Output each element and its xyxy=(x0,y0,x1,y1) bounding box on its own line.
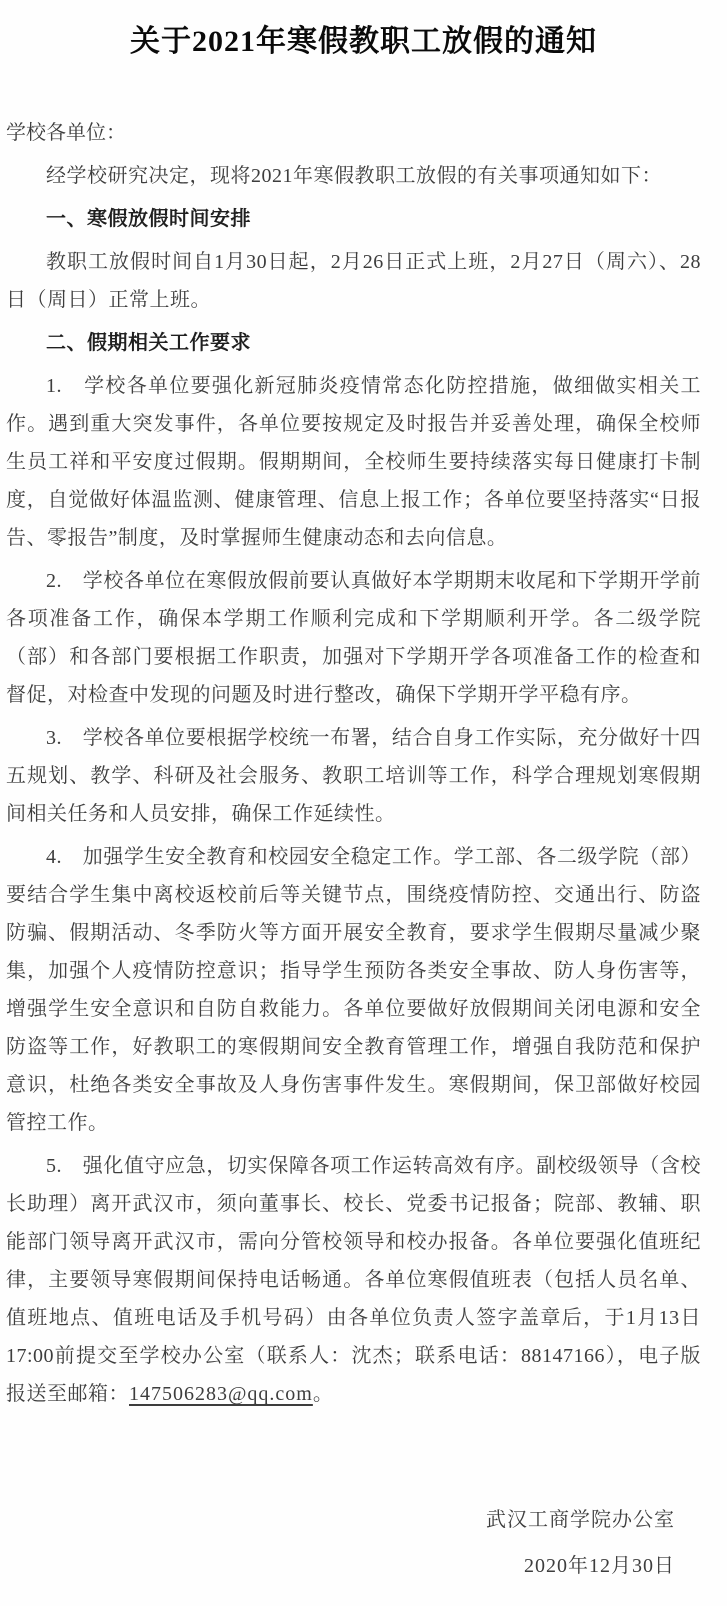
intro-paragraph: 经学校研究决定，现将2021年寒假教职工放假的有关事项通知如下： xyxy=(46,165,662,187)
requirement-item-4: 4. 加强学生安全教育和校园安全稳定工作。学工部、各二级学院（部）要结合学生集中离校返校前后等关键节点，围绕疫情防控、交通出行、防盗防骗、假期活动、冬季防火等方面开展安全教育，要求学生假期尽量减少聚集，加强个人疫情防控意识；指导学生预防各类安全事故、防人身伤害等，增强学生安全意识和自防自救能力。各单位要做好放假期间关闭电源和安全防盗等工作，好教职工的寒假期间安全教育管理工作，增强自我防范和保护意识，杜绝各类安全事故及人身伤害事件发生。寒假期间，保卫部做好校园管控工作。 xyxy=(6,846,701,1134)
document-body xyxy=(0,114,727,1589)
section1-paragraph: 教职工放假时间自1月30日起，2月26日正式上班，2月27日（周六）、28日（周日）正常上班。 xyxy=(6,251,701,311)
document-title: 关于2021年寒假教职工放假的通知 xyxy=(130,25,597,58)
salutation: 学校各单位： xyxy=(6,122,126,144)
requirement-item-5-period: 。 xyxy=(312,1383,334,1405)
section2-heading: 二、假期相关工作要求 xyxy=(46,332,251,354)
section1-heading: 一、寒假放假时间安排 xyxy=(46,208,251,230)
requirement-item-5 xyxy=(6,1147,701,1413)
email-link[interactable]: 147506283@qq.com xyxy=(129,1383,313,1405)
issue-date: 2020年12月30日 xyxy=(524,1555,675,1577)
requirement-item-3: 3. 学校各单位要根据学校统一布署，结合自身工作实际，充分做好十四五规划、教学、科研及社会服务、教职工培训等工作，科学合理规划寒假期间相关任务和人员安排，确保工作延续性。 xyxy=(6,727,701,825)
requirement-item-2: 2. 学校各单位在寒假放假前要认真做好本学期期末收尾和下学期开学前各项准备工作，确保本学期工作顺利完成和下学期顺利开学。各二级学院（部）和各部门要根据工作职责，加强对下学期开学各项准备工作的检查和督促，对检查中发现的问题及时进行整改，确保下学期开学平稳有序。 xyxy=(6,570,701,706)
signature-block xyxy=(6,1497,675,1589)
issuing-office: 武汉工商学院办公室 xyxy=(486,1509,675,1531)
requirement-item-1: 1. 学校各单位要强化新冠肺炎疫情常态化防控措施，做细做实相关工作。遇到重大突发事件，各单位要按规定及时报告并妥善处理，确保全校师生员工祥和平安度过假期。假期期间，全校师生要持续落实每日健康打卡制度，自觉做好体温监测、健康管理、信息上报工作；各单位要坚持落实“日报告、零报告”制度，及时掌握师生健康动态和去向信息。 xyxy=(6,375,701,549)
requirement-item-5-text: 5. 强化值守应急，切实保障各项工作运转高效有序。副校级领导（含校长助理）离开武汉市，须向董事长、校长、党委书记报备；院部、教辅、职能部门领导离开武汉市，需向分管校领导和校办报备。各单位要强化值班纪律，主要领导寒假期间保持电话畅通。各单位寒假值班表（包括人员名单、值班地点、值班电话及手机号码）由各单位负责人签字盖章后，于1月13日17:00前提交至学校办公室（联系人：沈杰；联系电话：88147166），电子版报送至邮箱： xyxy=(6,1155,701,1405)
